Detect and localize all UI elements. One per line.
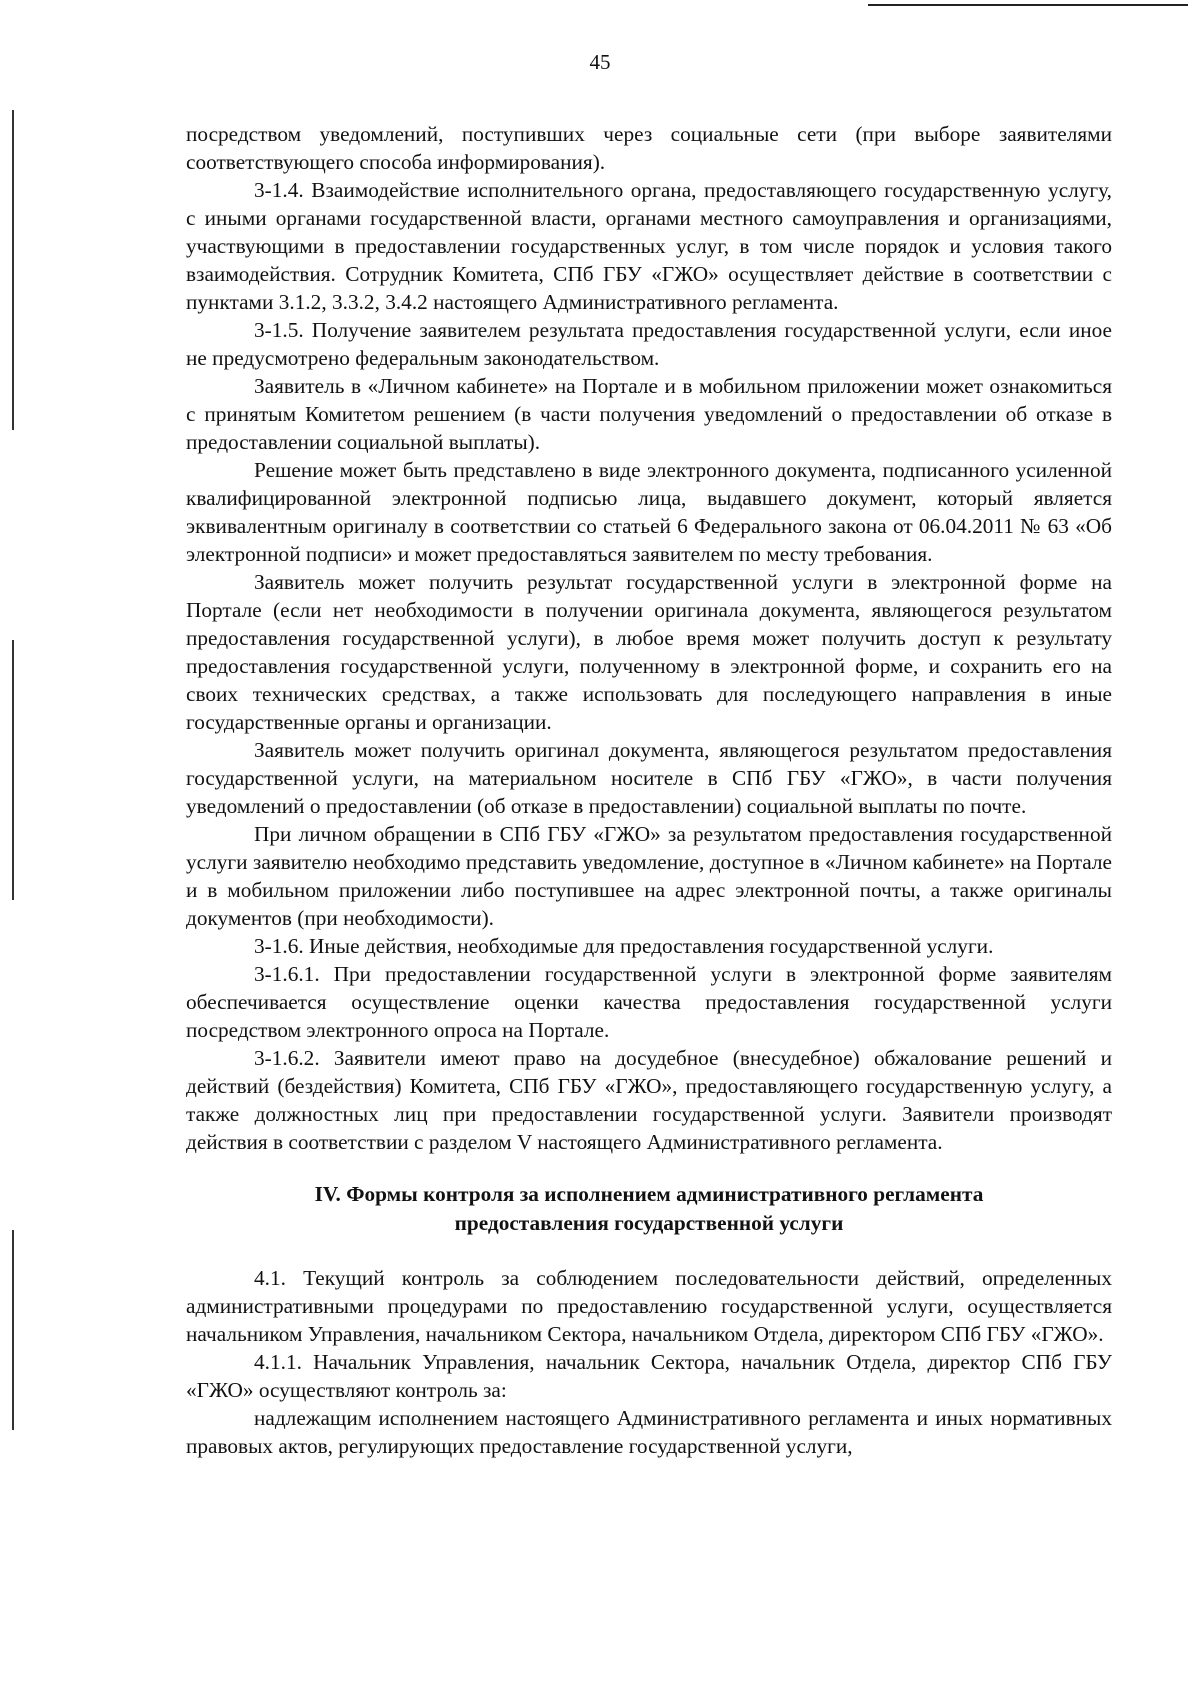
document-body <box>186 120 1112 1460</box>
section-heading-line: предоставления государственной услуги <box>454 1211 844 1235</box>
paragraph: 3-1.6.2. Заявители имеют право на досудебное (внесудебное) обжалование решений и действий (бездействия) Комитета, СПб ГБУ «ГЖО», предоставляющего государственную услугу, а также должностных лиц при предоставлении государственной услуги. Заявители производят действия в соответствии с разделом V настоящего Административного регламента. <box>186 1046 1112 1154</box>
page-number: 45 <box>589 50 611 74</box>
paragraph: посредством уведомлений, поступивших через социальные сети (при выборе заявителями соответствующего способа информирования). <box>186 122 1112 174</box>
paragraph: 3-1.4. Взаимодействие исполнительного органа, предоставляющего государственную услугу, с иными органами государственной власти, органами местного самоуправления и организациями, участвующими в предоставлении государственных услуг, в том числе порядок и условия такого взаимодействия. Сотрудник Комитета, СПб ГБУ «ГЖО» осуществляет действие в соответствии с пунктами 3.1.2, 3.3.2, 3.4.2 настоящего Административного регламента. <box>186 178 1112 314</box>
paragraph: Заявитель в «Личном кабинете» на Портале и в мобильном приложении может ознакомиться с принятым Комитетом решением (в части получения уведомлений о предоставлении об отказе в предоставлении социальной выплаты). <box>186 374 1112 454</box>
section-heading <box>186 1180 1112 1238</box>
scan-artifact-margin <box>12 640 14 900</box>
paragraph: 4.1. Текущий контроль за соблюдением последовательности действий, определенных административными процедурами по предоставлению государственной услуги, осуществляется начальником Управления, начальником Сектора, начальником Отдела, директором СПб ГБУ «ГЖО». <box>186 1266 1112 1346</box>
paragraph: 4.1.1. Начальник Управления, начальник Сектора, начальник Отдела, директор СПб ГБУ «ГЖО» осуществляют контроль за: <box>186 1350 1112 1402</box>
section-heading-line: IV. Формы контроля за исполнением административного регламента <box>314 1182 984 1206</box>
paragraphs-before <box>186 120 1112 1156</box>
scan-artifact-margin <box>12 110 14 430</box>
paragraphs-after <box>186 1264 1112 1460</box>
paragraph: Заявитель может получить оригинал документа, являющегося результатом предоставления государственной услуги, на материальном носителе в СПб ГБУ «ГЖО», в части получения уведомлений о предоставлении (об отказе в предоставлении) социальной выплаты по почте. <box>186 738 1112 818</box>
paragraph: 3-1.5. Получение заявителем результата предоставления государственной услуги, если иное не предусмотрено федеральным законодательством. <box>186 318 1112 370</box>
scan-artifact-line <box>868 4 1188 6</box>
paragraph: 3-1.6.1. При предоставлении государственной услуги в электронной форме заявителям обеспечивается осуществление оценки качества предоставления государственной услуги посредством электронного опроса на Портале. <box>186 962 1112 1042</box>
paragraph: 3-1.6. Иные действия, необходимые для предоставления государственной услуги. <box>254 934 994 958</box>
scan-artifact-margin <box>12 1230 14 1430</box>
paragraph: надлежащим исполнением настоящего Административного регламента и иных нормативных правовых актов, регулирующих предоставление государственной услуги, <box>186 1406 1112 1458</box>
paragraph: При личном обращении в СПб ГБУ «ГЖО» за результатом предоставления государственной услуги заявителю необходимо представить уведомление, доступное в «Личном кабинете» на Портале и в мобильном приложении либо поступившее на адрес электронной почты, а также оригиналы документов (при необходимости). <box>186 822 1112 930</box>
paragraph: Решение может быть представлено в виде электронного документа, подписанного усиленной квалифицированной электронной подписью лица, выдавшего документ, который является эквивалентным оригиналу в соответствии со статьей 6 Федерального закона от 06.04.2011 № 63 «Об электронной подписи» и может предоставляться заявителем по месту требования. <box>186 458 1112 566</box>
paragraph: Заявитель может получить результат государственной услуги в электронной форме на Портале (если нет необходимости в получении оригинала документа, являющегося результатом предоставления государственной услуги), в любое время может получить доступ к результату предоставления государственной услуги, полученному в электронной форме, и сохранить его на своих технических средствах, а также использовать для последующего направления в иные государственные органы и организации. <box>186 570 1112 734</box>
